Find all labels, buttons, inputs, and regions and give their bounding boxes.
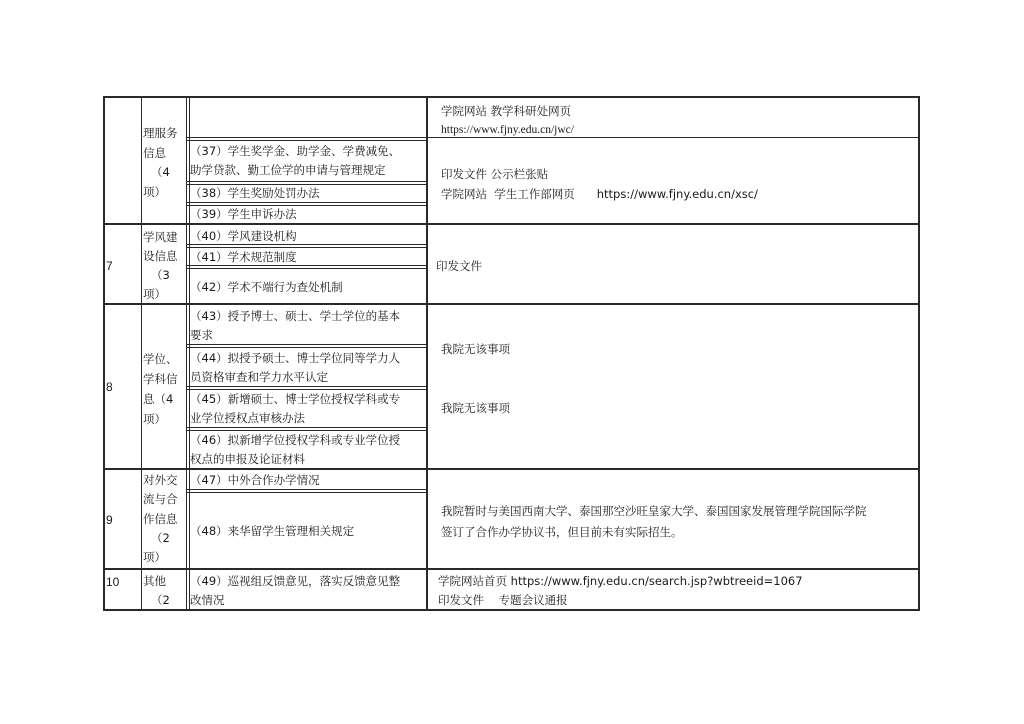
item-divider	[186, 492, 426, 493]
column-divider	[426, 96, 428, 611]
item-cell: （48）来华留学生管理相关规定	[190, 524, 355, 538]
item-cell: （38）学生奖励处罚办法	[190, 186, 320, 200]
row-number: 9	[106, 513, 113, 527]
item-cell: （44）拟授予硕士、博士学位同等学力人 员资格审查和学力水平认定	[190, 351, 401, 384]
item-cell: （39）学生申诉办法	[190, 207, 297, 221]
table-border-right	[918, 96, 920, 611]
item-cell: （49）巡视组反馈意见，落实反馈意见整 改情况	[190, 574, 401, 607]
row-category: 对外交 流与合 作信息 （2 项）	[143, 473, 178, 565]
source-cell: 印发文件 公示栏张贴 学院网站 学生工作部网页 https://www.fjny.edu.cn/xsc/	[441, 167, 758, 201]
row-number: 10	[106, 575, 120, 589]
source-cell: 学院网站 教学科研处网页 https://www.fjny.edu.cn/jwc/	[441, 104, 574, 136]
item-divider	[186, 347, 426, 348]
item-cell: （37）学生奖学金、助学金、学费减免、 助学贷款、勤工俭学的申请与管理规定	[190, 144, 401, 177]
item-cell: （41）学术规范制度	[190, 250, 297, 264]
row-divider	[103, 568, 920, 570]
row-category: 学风建 设信息 （3 项）	[143, 230, 178, 301]
item-cell: （45）新增硕士、博士学位授权学科或专 业学位授权点审核办法	[190, 392, 401, 425]
row-divider	[103, 303, 920, 305]
source-cell: 我院无该事项	[441, 342, 510, 356]
row-category: 理服务 信息 （4 项）	[143, 126, 178, 199]
table-border-left	[103, 96, 105, 611]
item-divider	[186, 137, 426, 138]
item-cell: （47）中外合作办学情况	[190, 473, 320, 487]
source-cell: 印发文件	[436, 259, 482, 273]
source-cell: 我院暂时与美国西南大学、泰国那空沙旺皇家大学、泰国国家发展管理学院国际学院 签订了合作办学协议书，但目前未有实际招生。	[441, 504, 867, 539]
item-divider	[186, 181, 426, 182]
source-cell: 学院网站首页 https://www.fjny.edu.cn/search.jsp?wbtreeid=1067 印发文件 专题会议通报	[438, 574, 803, 607]
column-divider	[186, 96, 187, 611]
item-divider	[186, 268, 426, 269]
column-divider	[141, 96, 142, 611]
row-number: 8	[106, 380, 113, 394]
row-number: 7	[106, 259, 113, 273]
row-category: 其他 （2	[143, 574, 170, 607]
item-divider	[186, 140, 426, 141]
item-cell: （42）学术不端行为查处机制	[190, 280, 343, 294]
item-cell: （46）拟新增学位授权学科或专业学位授 权点的申报及论证材料	[190, 433, 401, 466]
item-cell: （40）学风建设机构	[190, 229, 297, 243]
item-cell: （43）授予博士、硕士、学士学位的基本 要求	[190, 309, 401, 342]
source-cell: 我院无该事项	[441, 401, 510, 415]
table-border-top	[103, 96, 920, 98]
row-category: 学位、 学科信 息（4 项）	[143, 352, 178, 426]
